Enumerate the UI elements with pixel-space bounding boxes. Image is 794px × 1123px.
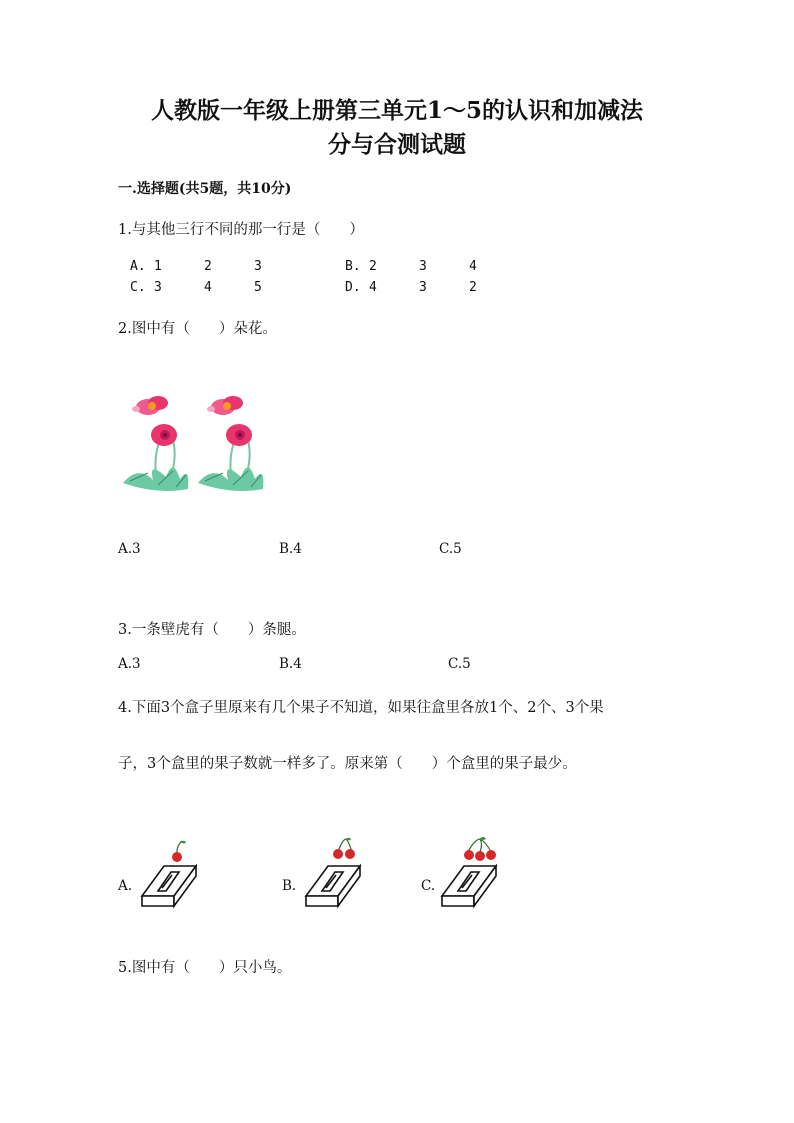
option-number: 5 <box>254 280 262 295</box>
option-label: C. <box>130 280 146 295</box>
cherries-icon <box>464 837 496 861</box>
cherries-icon <box>333 838 355 859</box>
q1-option-c[interactable] <box>130 280 304 295</box>
option-number: 4 <box>369 280 377 295</box>
q1-option-b[interactable] <box>345 259 519 274</box>
option-number: 1 <box>154 259 162 274</box>
option-number: 4 <box>204 280 212 295</box>
q4-option-b-label[interactable]: B. <box>282 878 297 894</box>
q1-option-a[interactable] <box>130 259 304 274</box>
flower-plant-2 <box>198 396 263 491</box>
cherry-icon <box>172 841 186 862</box>
question-4-stem-line1: 4.下面3个盒子里原来有几个果子不知道，如果往盒里各放1个、2个、3个果 <box>118 700 604 716</box>
option-label: B. <box>345 259 361 274</box>
option-number: 3 <box>419 280 427 295</box>
option-number: 3 <box>154 280 162 295</box>
q4-option-c-label[interactable]: C. <box>421 878 436 894</box>
option-label: D. <box>345 280 361 295</box>
option-number: 4 <box>469 259 477 274</box>
box-a-illustration <box>138 836 208 911</box>
question-2-stem: 2.图中有（ ）朵花。 <box>118 321 277 337</box>
section-heading: 一.选择题(共5题，共10分) <box>118 181 292 197</box>
q3-option-c[interactable]: C.5 <box>448 656 471 672</box>
option-number: 3 <box>254 259 262 274</box>
page-title: 人教版一年级上册第三单元1～5的认识和加减法 <box>150 97 643 124</box>
q1-option-d[interactable] <box>345 280 519 295</box>
q2-option-c[interactable]: C.5 <box>439 541 462 557</box>
q4-option-a-label[interactable]: A. <box>118 878 133 894</box>
box-c-illustration <box>438 834 508 911</box>
q2-option-a[interactable]: A.3 <box>118 541 141 557</box>
option-number: 3 <box>419 259 427 274</box>
flowers-illustration <box>118 385 268 505</box>
q2-option-b[interactable]: B.4 <box>279 541 302 557</box>
option-number: 2 <box>469 280 477 295</box>
option-label: A. <box>130 259 146 274</box>
option-number: 2 <box>369 259 377 274</box>
question-4-stem-line2: 子，3个盒里的果子数就一样多了。原来第（ ）个盒里的果子最少。 <box>118 756 577 772</box>
question-5-stem: 5.图中有（ ）只小鸟。 <box>118 960 292 976</box>
question-1-stem: 1.与其他三行不同的那一行是（ ） <box>118 222 364 238</box>
box-icon <box>306 866 360 906</box>
page-subtitle: 分与合测试题 <box>328 131 466 158</box>
q3-option-a[interactable]: A.3 <box>118 656 141 672</box>
question-3-stem: 3.一条壁虎有（ ）条腿。 <box>118 622 306 638</box>
option-number: 2 <box>204 259 212 274</box>
box-icon <box>142 866 196 906</box>
q3-option-b[interactable]: B.4 <box>279 656 302 672</box>
box-b-illustration <box>302 834 372 911</box>
box-icon <box>442 866 496 906</box>
flower-plant-1 <box>123 396 188 491</box>
